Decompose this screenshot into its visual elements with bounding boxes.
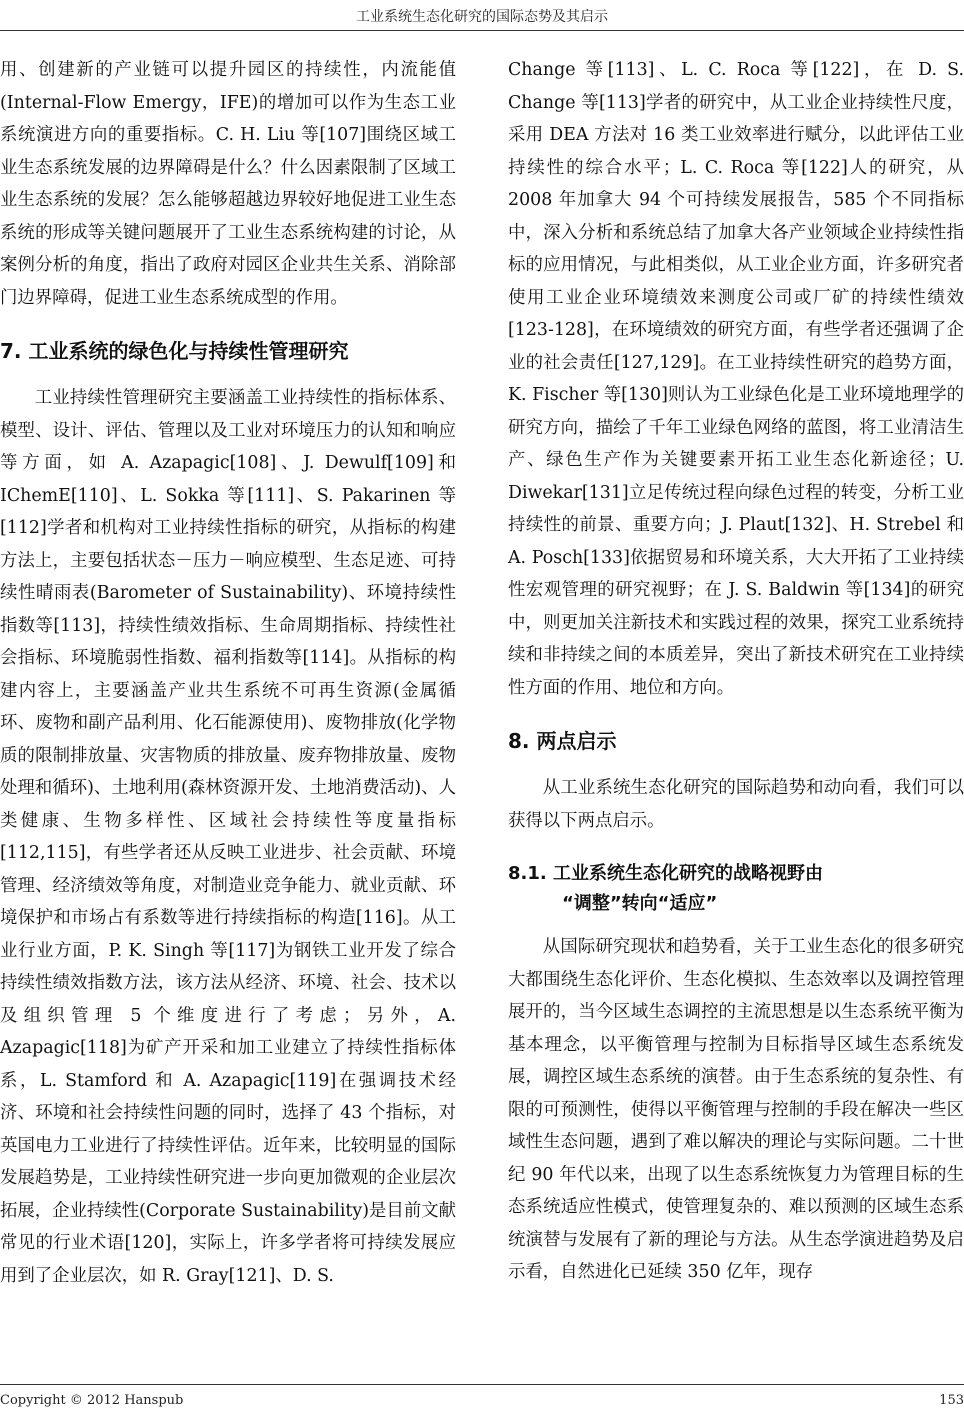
paragraph: 工业持续性管理研究主要涵盖工业持续性的指标体系、模型、设计、评估、管理以及工业对环境压力的认知和响应等方面，如 A. Azapagic[108]、J. Dewulf[109]和 IChemE[110]、L. Sokka 等[111]、S. Pakarinen 等[112]学者和机构对工业持续性指标的研究，从指标的构建方法上，主要包括状态－压力－响应模型、生态足迹、可持续性晴雨表(Barometer of Sustainability)、环境持续性指数等[113]，持续性绩效指标、生命周期指标、持续性社会指标、环境脆弱性指数、福利指数等[114]。从指标的构建内容上，主要涵盖产业共生系统不可再生资源(金属循环、废物和副产品利用、化石能源使用)、废物排放(化学物质的限制排放量、灾害物质的排放量、废弃物排放量、废物处理和循环)、土地利用(森林资源开发、土地消费活动)、人类健康、生物多样性、区域社会持续性等度量指标[112,115]，有些学者还从反映工业进步、社会贡献、环境管理、经济绩效等角度，对制造业竞争能力、就业贡献、环境保护和市场占有系数等进行持续指标的构造[116]。从工业行业方面，P. K. Singh 等[117]为钢铁工业开发了综合持续性绩效指数方法，该方法从经济、环境、社会、技术以及组织管理 5 个维度进行了考虑；另外，A. Azapagic[118]为矿产开采和加工业建立了持续性指标体系，L. Stamford 和 A. Azapagic[119]在强调技术经济、环境和社会持续性问题的同时，选择了 43 个指标，对英国电力工业进行了持续性评估。近年来，比较明显的国际发展趋势是，工业持续性研究进一步向更加微观的企业层次拓展，企业持续性(Corporate Sustainability)是目前文献常见的行业术语[120]，实际上，许多学者将可持续发展应用到了企业层次，如 R. Gray[121]、D. S. — [0, 388, 456, 1286]
header-rule — [0, 30, 964, 31]
page-number: 153 — [939, 1393, 964, 1408]
paragraph: 用、创建新的产业链可以提升园区的持续性，内流能值(Internal-Flow Emergy，IFE)的增加可以作为生态工业系统演进方向的重要指标。C. H. Liu 等[107]围绕区域工业生态系统发展的边界障碍是什么？什么因素限制了区域工业生态系统的发展？怎么能够超越边界较好地促进工业生态系统的形成等关键问题展开了工业生态系统构建的讨论，从案例分析的角度，指出了政府对园区企业共生关系、消除部门边界障碍，促进工业生态系统成型的作用。 — [0, 60, 456, 308]
section-heading-8: 8. 两点启示 — [508, 729, 617, 753]
right-column — [508, 54, 964, 1289]
subsection-heading-line2: “调整”转向“适应” — [562, 893, 718, 914]
footer-rule — [0, 1384, 964, 1385]
paragraph: 从工业系统生态化研究的国际趋势和动向看，我们可以获得以下两点启示。 — [508, 778, 964, 831]
paragraph: 从国际研究现状和趋势看，关于工业生态化的很多研究大都围绕生态化评价、生态化模拟、生态效率以及调控管理展开的，当今区域生态调控的主流思想是以生态系统平衡为基本理念，以平衡管理与控制为目标指导区域生态系统发展，调控区域生态系统的演替。由于生态系统的复杂性、有限的可预测性，使得以平衡管理与控制的手段在解决一些区域性生态问题，遇到了难以解决的理论与实际问题。二十世纪 90 年代以来，出现了以生态系统恢复力为管理目标的生态系统适应性模式，使管理复杂的、难以预测的区域生态系统演替与发展有了新的理论与方法。从生态学演进趋势及启示看，自然进化已延续 350 亿年，现存 — [508, 937, 964, 1282]
running-header: 工业系统生态化研究的国际态势及其启示 — [356, 9, 608, 25]
copyright-text: Copyright © 2012 Hanspub — [0, 1393, 184, 1408]
subsection-heading-line1: 8.1. 工业系统生态化研究的战略视野由 — [508, 863, 823, 884]
paragraph: Change 等[113]、L. C. Roca 等[122]，在 D. S. Change 等[113]学者的研究中，从工业企业持续性尺度，采用 DEA 方法对 16 类工业效率进行赋分，以此评估工业持续性的综合水平；L. C. Roca 等[122]人的研究，从 2008 年加拿大 94 个可持续发展报告，585 个不同指标中，深入分析和系统总结了加拿大各产业领域企业持续性指标的应用情况，与此相类似，从工业企业方面，许多研究者使用工业企业环境绩效来测度公司或厂矿的持续性绩效[123-128]，在环境绩效的研究方面，有些学者还强调了企业的社会责任[127,129]。在工业持续性研究的趋势方面，K. Fischer 等[130]则认为工业绿色化是工业环境地理学的研究方向，描绘了千年工业绿色网络的蓝图，将工业清洁生产、绿色生产作为关键要素开拓工业生态化新途径；U. Diwekar[131]立足传统过程向绿色过程的转变，分析工业持续性的前景、重要方向；J. Plaut[132]、H. Strebel 和 A. Posch[133]依据贸易和环境关系，大大开拓了工业持续性宏观管理的研究视野；在 J. S. Baldwin 等[134]的研究中，则更加关注新技术和实践过程的效果，探究工业系统持续和非持续之间的本质差异，突出了新技术研究在工业持续性方面的作用、地位和方向。 — [508, 60, 964, 698]
subsection-heading-8-1 — [508, 859, 964, 919]
left-column — [0, 54, 456, 1292]
section-heading-7: 7. 工业系统的绿色化与持续性管理研究 — [0, 339, 349, 363]
